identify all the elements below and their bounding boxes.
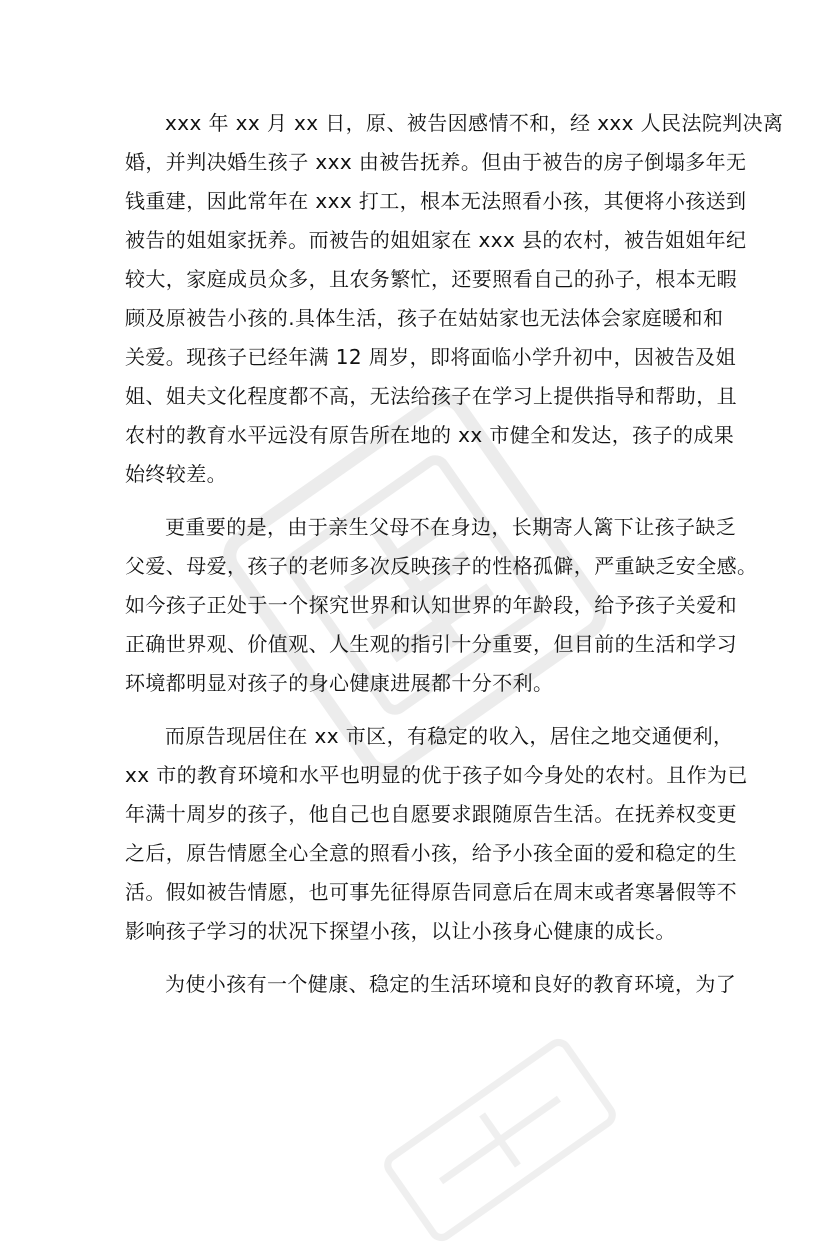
- watermark-logo-bottom: [367, 1022, 632, 1258]
- text-line: 顾及原被告小孩的.具体生活，孩子在姑姑家也无法体会家庭暖和和: [125, 306, 724, 330]
- document-body: [125, 104, 784, 1004]
- text-line: 始终较差。: [125, 462, 227, 486]
- text-line: 环境都明显对孩子的身心健康进展都十分不利。: [125, 671, 554, 695]
- text-line: 影响孩子学习的状况下探望小孩，以让小孩身心健康的成长。: [125, 919, 676, 943]
- text-line: 之后，原告情愿全心全意的照看小孩，给予小孩全面的爱和稳定的生: [125, 841, 737, 865]
- text-line: 为使小孩有一个健康、稳定的生活环境和良好的教育环境，为了: [165, 972, 737, 996]
- paragraph-2: [125, 508, 758, 703]
- text-line: xxx 年 xx 月 xx 日，原、被告因感情不和，经 xxx 人民法院判决离: [165, 111, 784, 135]
- text-line: 关爱。现孩子已经年满 12 周岁，即将面临小学升初中，因被告及姐: [125, 345, 736, 369]
- paragraph-1: [125, 104, 784, 494]
- text-line: 婚，并判决婚生孩子 xxx 由被告抚养。但由于被告的房子倒塌多年无: [125, 150, 747, 174]
- text-line: 姐、姐夫文化程度都不高，无法给孩子在学习上提供指导和帮助，且: [125, 384, 737, 408]
- text-line: 钱重建，因此常年在 xxx 打工，根本无法照看小孩，其便将小孩送到: [125, 189, 747, 213]
- text-line: 年满十周岁的孩子，他自己也自愿要求跟随原告生活。在抚养权变更: [125, 802, 737, 826]
- text-line: 而原告现居住在 xx 市区，有稳定的收入，居住之地交通便利，: [165, 724, 734, 748]
- text-line: 被告的姐姐家抚养。而被告的姐姐家在 xxx 县的农村，被告姐姐年纪: [125, 228, 747, 252]
- text-line: 农村的教育水平远没有原告所在地的 xx 市健全和发达，孩子的成果: [125, 423, 735, 447]
- text-line: 活。假如被告情愿，也可事先征得原告同意后在周末或者寒暑假等不: [125, 880, 737, 904]
- paragraph-4: [125, 965, 737, 1004]
- text-line: 较大，家庭成员众多，且农务繁忙，还要照看自己的孙子，根本无暇: [125, 267, 737, 291]
- text-line: xx 市的教育环境和水平也明显的优于孩子如今身处的农村。且作为已: [125, 763, 748, 787]
- text-line: 父爱、母爱，孩子的老师多次反映孩子的性格孤僻，严重缺乏安全感。: [125, 554, 758, 578]
- text-line: 正确世界观、价值观、人生观的指引十分重要，但目前的生活和学习: [125, 632, 737, 656]
- paragraph-3: [125, 717, 748, 951]
- text-line: 更重要的是，由于亲生父母不在身边，长期寄人篱下让孩子缺乏: [165, 515, 737, 539]
- text-line: 如今孩子正处于一个探究世界和认知世界的年龄段，给予孩子关爱和: [125, 593, 737, 617]
